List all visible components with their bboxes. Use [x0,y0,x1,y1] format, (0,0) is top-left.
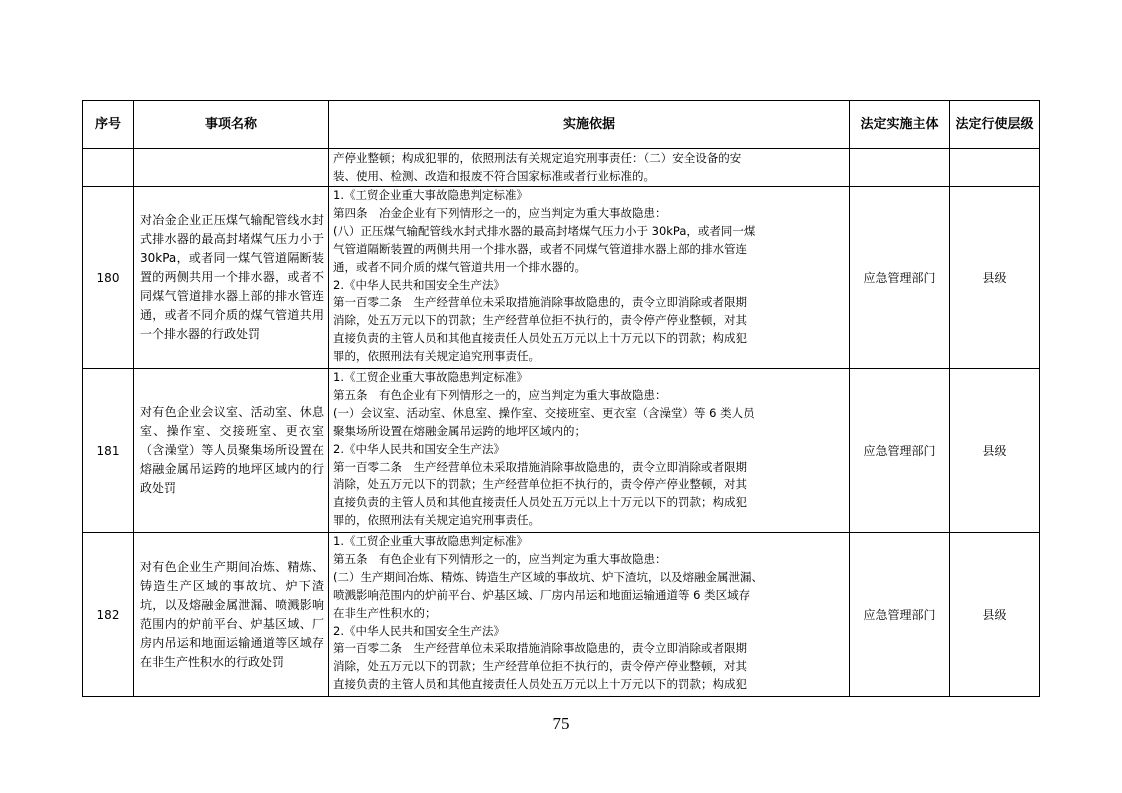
cell-name: 对有色企业生产期间冶炼、精炼、铸造生产区域的事故坑、炉下渣坑，以及熔融金属泄漏、喷溅影响范围内的炉前平台、炉基区域、厂房内吊运和地面运输通道等区域存在非生产性积水的行政处罚 [134,533,329,697]
cell-basis [329,149,850,187]
cell-no: 180 [83,187,134,369]
basis-line: (二）生产期间冶炼、精炼、铸造生产区域的事故坑、炉下渣坑，以及熔融金属泄漏、 [333,569,763,584]
basis-line: 罪的，依照刑法有关规定追究刑事责任。 [333,513,540,528]
enforcement-items-table [82,100,1040,697]
basis-line: 装、使用、检测、改造和报废不符合国家标准或者行业标准的。 [333,168,655,183]
table-header-row [83,101,1040,149]
cell-basis [329,533,850,697]
cell-basis [329,187,850,369]
basis-line: 在非生产性积水的； [333,605,437,620]
cell-level: 县级 [950,187,1040,369]
header-level: 法定行使层级 [950,101,1040,149]
basis-line: 直接负责的主管人员和其他直接责任人员处五万元以上十万元以下的罚款；构成犯 [333,331,747,346]
basis-line: 产停业整顿；构成犯罪的，依照刑法有关规定追究刑事责任：（二）安全设备的安 [333,150,742,165]
cell-name: 对有色企业会议室、活动室、休息室、操作室、交接班室、更衣室（含澡堂）等人员聚集场所设置在熔融金属吊运跨的地坪区域内的行政处罚 [134,369,329,533]
basis-line: 第五条 有色企业有下列情形之一的，应当判定为重大事故隐患： [333,387,667,402]
header-name: 事项名称 [134,101,329,149]
basis-line: 1.《工贸企业重大事故隐患判定标准》 [333,370,528,384]
header-no: 序号 [83,101,134,149]
cell-no: 181 [83,369,134,533]
cell-org: 应急管理部门 [850,533,950,697]
table-row [83,533,1040,697]
cell-level [950,149,1040,187]
header-org: 法定实施主体 [850,101,950,149]
basis-line: 第一百零二条 生产经营单位未采取措施消除事故隐患的，责令立即消除或者限期 [333,641,747,656]
basis-line: 1.《工贸企业重大事故隐患判定标准》 [333,534,528,548]
basis-line: 聚集场所设置在熔融金属吊运跨的地坪区域内的； [333,423,586,438]
basis-line: 喷溅影响范围内的炉前平台、炉基区域、厂房内吊运和地面运输通道等 6 类区域存 [333,587,751,602]
basis-line: 消除，处五万元以下的罚款；生产经营单位拒不执行的，责令停产停业整顿，对其 [333,659,747,674]
basis-line: (八）正压煤气输配管线水封式排水器的最高封堵煤气压力小于 30kPa，或者同一煤 [333,223,756,238]
table-row [83,187,1040,369]
cell-org: 应急管理部门 [850,369,950,533]
table-row-continuation [83,149,1040,187]
basis-line: 直接负责的主管人员和其他直接责任人员处五万元以上十万元以下的罚款；构成犯 [333,495,747,510]
basis-line: 1.《工贸企业重大事故隐患判定标准》 [333,188,528,202]
cell-level: 县级 [950,369,1040,533]
basis-line: 消除，处五万元以下的罚款；生产经营单位拒不执行的，责令停产停业整顿，对其 [333,313,747,328]
basis-line: 消除，处五万元以下的罚款；生产经营单位拒不执行的，责令停产停业整顿，对其 [333,477,747,492]
basis-line: 2.《中华人民共和国安全生产法》 [333,441,505,456]
cell-basis [329,369,850,533]
basis-line: 通，或者不同介质的煤气管道共用一个排水器的。 [333,259,586,274]
cell-no: 182 [83,533,134,697]
table-row [83,369,1040,533]
basis-line: 第五条 有色企业有下列情形之一的，应当判定为重大事故隐患： [333,551,667,566]
basis-line: 气管道隔断装置的两侧共用一个排水器，或者不同煤气管道排水器上部的排水管连 [333,241,747,256]
basis-line: 直接负责的主管人员和其他直接责任人员处五万元以上十万元以下的罚款；构成犯 [333,677,747,692]
basis-line: 第四条 冶金企业有下列情形之一的，应当判定为重大事故隐患： [333,205,667,220]
basis-line: 2.《中华人民共和国安全生产法》 [333,623,505,638]
cell-name: 对冶金企业正压煤气输配管线水封式排水器的最高封堵煤气压力小于30kPa，或者同一煤气管道隔断装置的两侧共用一个排水器，或者不同煤气管道排水器上部的排水管连通，或者不同介质的煤气管道共用一个排水器的行政处罚 [134,187,329,369]
cell-org: 应急管理部门 [850,187,950,369]
cell-no [83,149,134,187]
basis-line: 罪的，依照刑法有关规定追究刑事责任。 [333,349,540,364]
cell-name [134,149,329,187]
header-basis: 实施依据 [329,101,850,149]
page-number: 75 [552,714,570,733]
cell-org [850,149,950,187]
basis-line: 2.《中华人民共和国安全生产法》 [333,277,505,292]
cell-level: 县级 [950,533,1040,697]
basis-line: 第一百零二条 生产经营单位未采取措施消除事故隐患的，责令立即消除或者限期 [333,459,747,474]
basis-line: 第一百零二条 生产经营单位未采取措施消除事故隐患的，责令立即消除或者限期 [333,295,747,310]
basis-line: (一）会议室、活动室、休息室、操作室、交接班室、更衣室（含澡堂）等 6 类人员 [333,405,755,420]
